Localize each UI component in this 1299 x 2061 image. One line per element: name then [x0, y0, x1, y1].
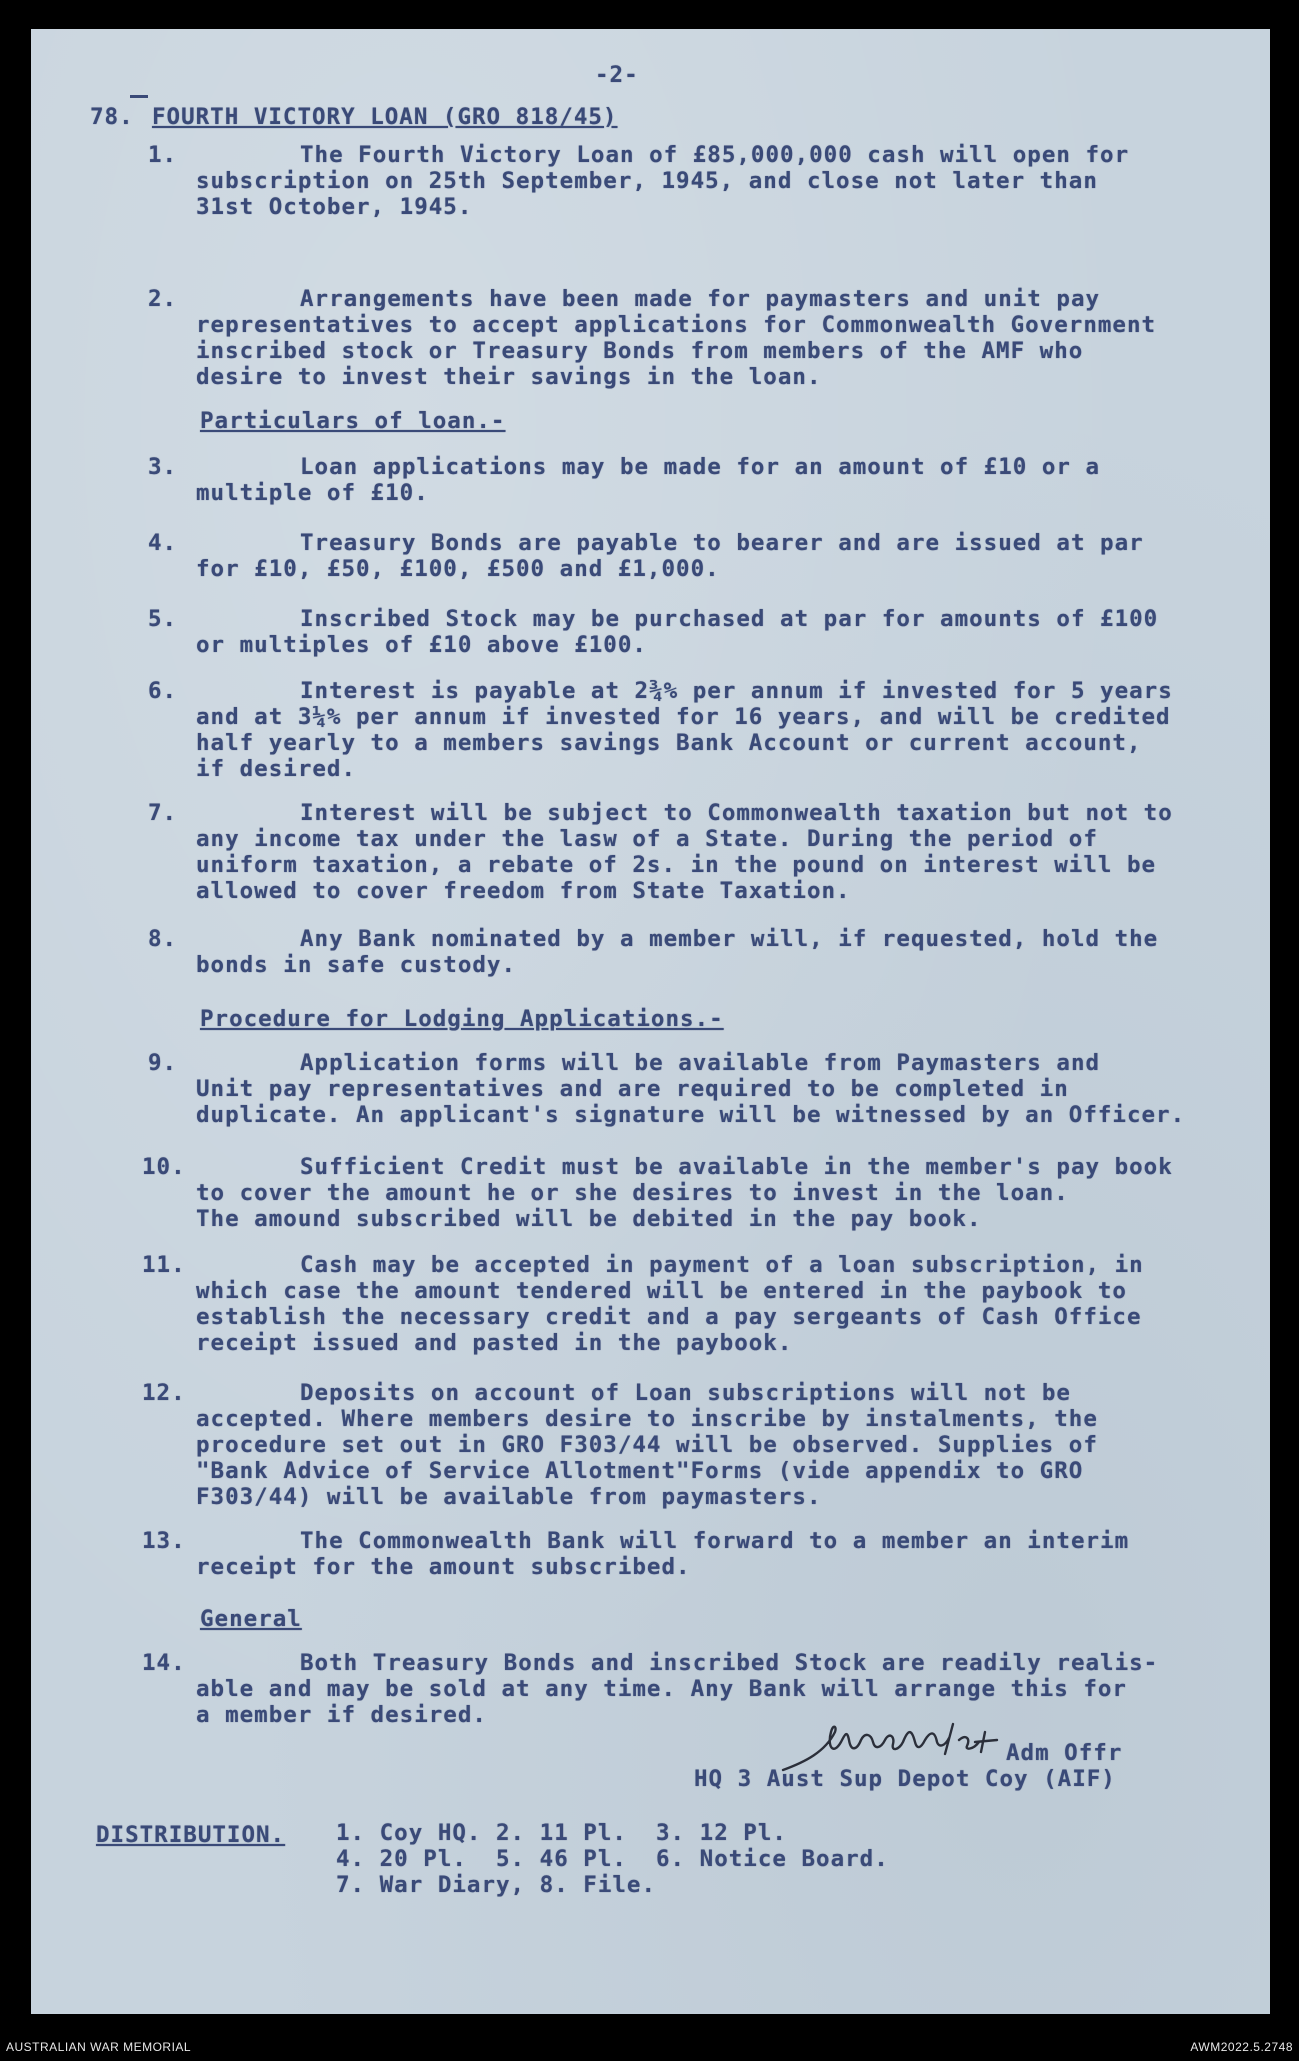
- paragraph-line: allowed to cover freedom from State Taxation.: [196, 878, 851, 904]
- paragraph-line: 31st October, 1945.: [196, 194, 473, 220]
- paragraph-line: Interest will be subject to Commonwealth taxation but not to: [300, 800, 1173, 826]
- paragraph-line: for £10, £50, £100, £500 and £1,000.: [196, 556, 720, 582]
- paragraph-line: which case the amount tendered will be entered in the paybook to: [196, 1278, 1127, 1304]
- paragraph-line: Treasury Bonds are payable to bearer and are issued at par: [300, 530, 1144, 556]
- distribution-line: 7. War Diary, 8. File.: [336, 1872, 657, 1898]
- subheading-particulars: Particulars of loan.-: [200, 408, 506, 434]
- paragraph-line: multiple of £10.: [196, 480, 429, 506]
- paragraph-line: Unit pay representatives and are required to be completed in: [196, 1076, 1069, 1102]
- paragraph-line: duplicate. An applicant's signature will be witnessed by an Officer.: [196, 1102, 1186, 1128]
- paragraph-line: and at 3¼% per annum if invested for 16 years, and will be credited: [196, 704, 1171, 730]
- paragraph-line: desire to invest their savings in the loan.: [196, 364, 822, 390]
- paragraph-number: 13.: [142, 1528, 186, 1554]
- paragraph-line: half yearly to a members savings Bank Account or current account,: [196, 730, 1142, 756]
- footer-credit: AUSTRALIAN WAR MEMORIAL: [6, 2040, 192, 2054]
- paragraph-number: 9.: [148, 1050, 178, 1076]
- paragraph-line: accepted. Where members desire to inscribe by instalments, the: [196, 1406, 1098, 1432]
- paragraph-number: 12.: [142, 1380, 186, 1406]
- paragraph-line: representatives to accept applications for Commonwealth Government: [196, 312, 1157, 338]
- paragraph-line: to cover the amount he or she desires to invest in the loan.: [196, 1180, 1069, 1206]
- paragraph-line: any income tax under the lasw of a State. During the period of: [196, 826, 1098, 852]
- paragraph-line: The amound subscribed will be debited in the pay book.: [196, 1206, 982, 1232]
- paragraph-line: procedure set out in GRO F303/44 will be observed. Supplies of: [196, 1432, 1098, 1458]
- paragraph-line: bonds in safe custody.: [196, 952, 517, 978]
- paragraph-line: uniform taxation, a rebate of 2s. in the pound on interest will be: [196, 852, 1157, 878]
- paragraph-line: Inscribed Stock may be purchased at par for amounts of £100: [300, 606, 1159, 632]
- distribution-line: 1. Coy HQ. 2. 11 Pl. 3. 12 Pl.: [336, 1820, 787, 1846]
- paragraph-line: "Bank Advice of Service Allotment"Forms (vide appendix to GRO: [196, 1458, 1084, 1484]
- paragraph-number: 10.: [142, 1154, 186, 1180]
- paragraph-line: Loan applications may be made for an amount of £10 or a: [300, 454, 1101, 480]
- paragraph-line: F303/44) will be available from paymasters.: [196, 1484, 822, 1510]
- paragraph-line: establish the necessary credit and a pay sergeants of Cash Office: [196, 1304, 1142, 1330]
- paragraph-line: subscription on 25th September, 1945, and close not later than: [196, 168, 1098, 194]
- paragraph-line: a member if desired.: [196, 1702, 487, 1728]
- paragraph-line: receipt for the amount subscribed.: [196, 1554, 691, 1580]
- paragraph-line: Arrangements have been made for paymasters and unit pay: [300, 286, 1101, 312]
- distribution-line: 4. 20 Pl. 5. 46 Pl. 6. Notice Board.: [336, 1846, 889, 1872]
- page-number: -2-: [595, 62, 639, 88]
- paragraph-line: Deposits on account of Loan subscriptions will not be: [300, 1380, 1071, 1406]
- paragraph-number: 14.: [142, 1650, 186, 1676]
- paragraph-line: Interest is payable at 2¾% per annum if invested for 5 years: [300, 678, 1173, 704]
- paragraph-line: The Commonwealth Bank will forward to a member an interim: [300, 1528, 1130, 1554]
- paragraph-line: receipt issued and pasted in the paybook.: [196, 1330, 793, 1356]
- paragraph-number: 1.: [148, 142, 178, 168]
- paragraph-line: The Fourth Victory Loan of £85,000,000 cash will open for: [300, 142, 1130, 168]
- paragraph-line: able and may be sold at any time. Any Bank will arrange this for: [196, 1676, 1127, 1702]
- paragraph-number: 7.: [148, 800, 178, 826]
- paragraph-number: 3.: [148, 454, 178, 480]
- paragraph-line: Application forms will be available from Paymasters and: [300, 1050, 1101, 1076]
- heading-number: 78.: [90, 104, 134, 130]
- paragraph-number: 6.: [148, 678, 178, 704]
- paragraph-number: 4.: [148, 530, 178, 556]
- paragraph-line: Both Treasury Bonds and inscribed Stock are readily realis-: [300, 1650, 1159, 1676]
- distribution-label: DISTRIBUTION.: [96, 1822, 286, 1848]
- subheading-general: General: [200, 1606, 302, 1632]
- paragraph-line: Any Bank nominated by a member will, if requested, hold the: [300, 926, 1159, 952]
- paragraph-number: 2.: [148, 286, 178, 312]
- signature-title: Adm Offr: [1006, 1740, 1123, 1766]
- margin-mark: [130, 95, 148, 98]
- handwritten-signature: [775, 1712, 1015, 1782]
- paragraph-number: 11.: [142, 1252, 186, 1278]
- paragraph-line: if desired.: [196, 756, 357, 782]
- footer-reference: AWM2022.5.2748: [1190, 2040, 1293, 2054]
- heading-title: FOURTH VICTORY LOAN (GRO 818/45): [152, 104, 618, 130]
- paragraph-number: 5.: [148, 606, 178, 632]
- paragraph-line: or multiples of £10 above £100.: [196, 632, 647, 658]
- subheading-procedure: Procedure for Lodging Applications.-: [200, 1006, 724, 1032]
- paragraph-line: inscribed stock or Treasury Bonds from members of the AMF who: [196, 338, 1084, 364]
- paragraph-number: 8.: [148, 926, 178, 952]
- signature-unit: HQ 3 Aust Sup Depot Coy (AIF): [694, 1766, 1116, 1792]
- paragraph-line: Cash may be accepted in payment of a loan subscription, in: [300, 1252, 1144, 1278]
- paragraph-line: Sufficient Credit must be available in the member's pay book: [300, 1154, 1173, 1180]
